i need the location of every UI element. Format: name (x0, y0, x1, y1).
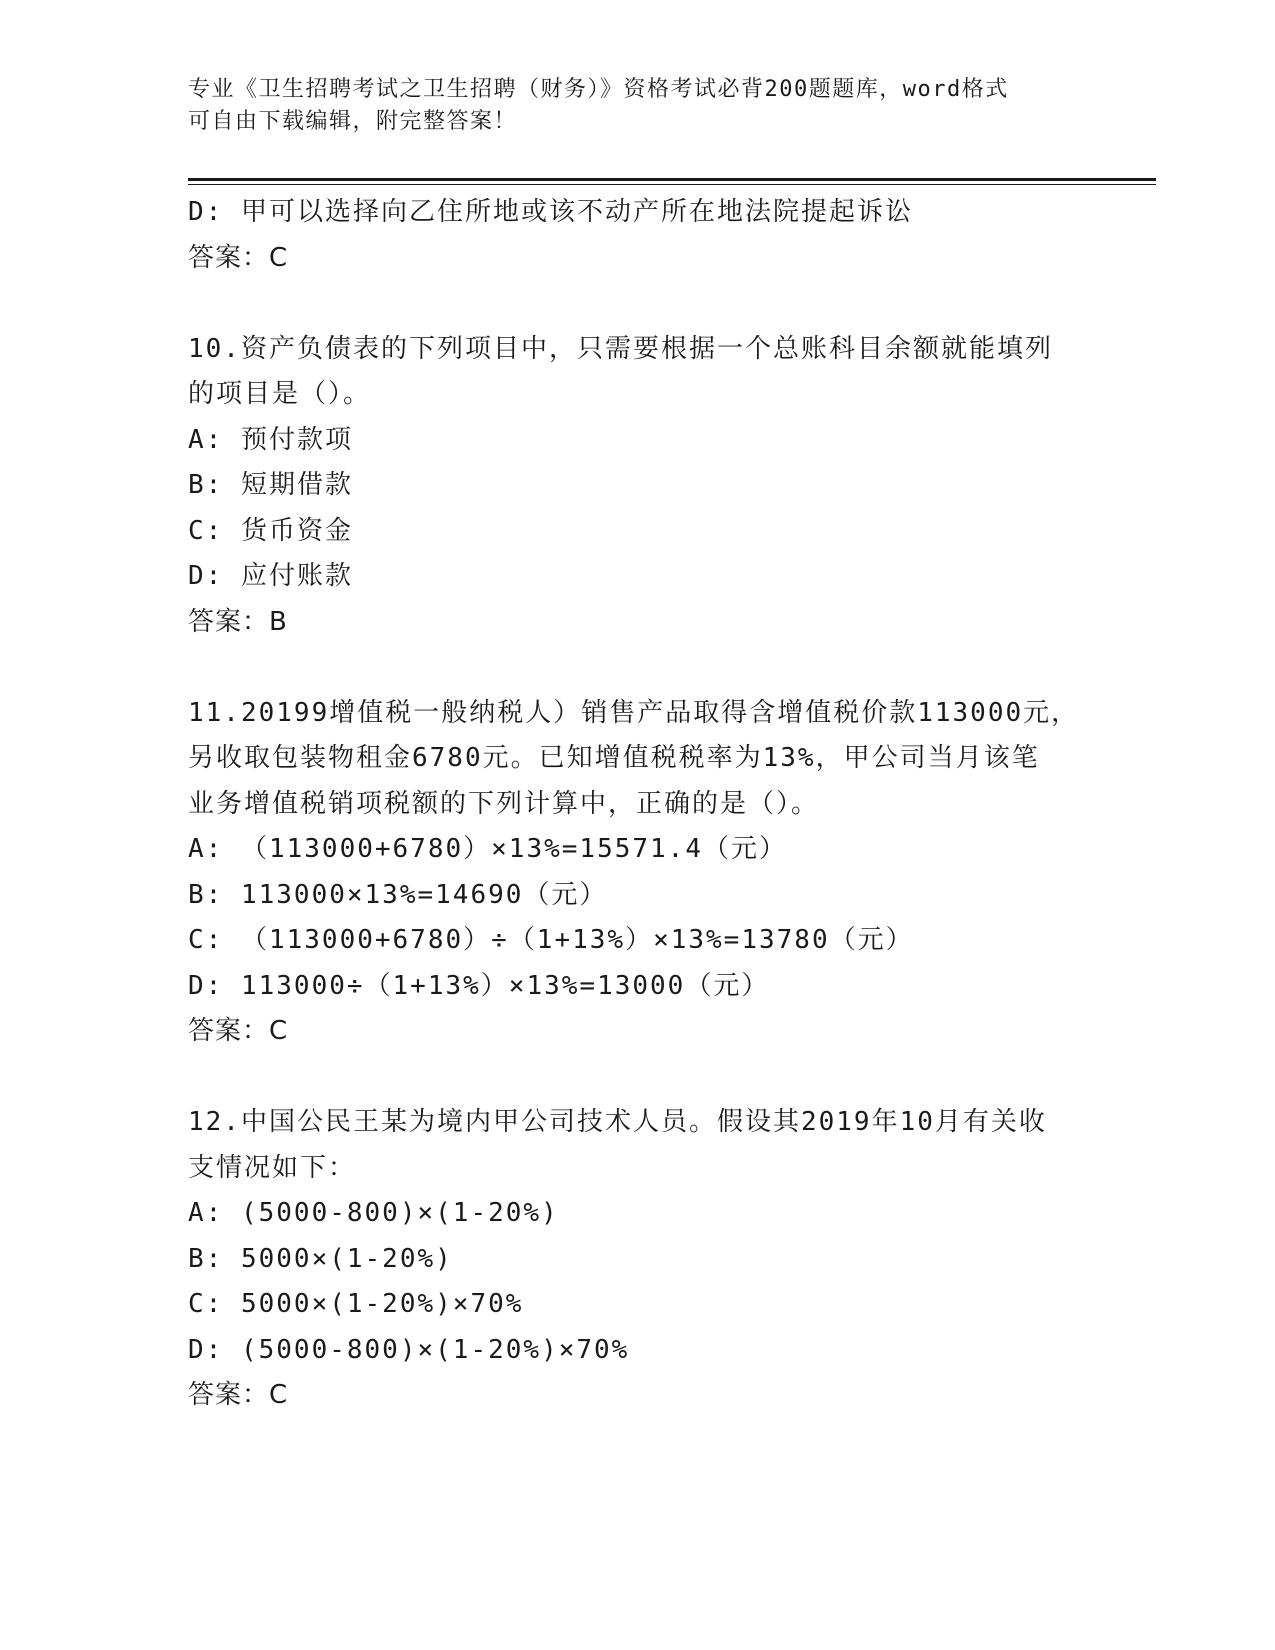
header-line-1: 专业《卫生招聘考试之卫生招聘（财务）》资格考试必背200题题库，word格式 (188, 77, 1009, 102)
option-d: D: 应付账款 (188, 561, 353, 591)
spacer (188, 645, 1088, 691)
option-c: C: 货币资金 (188, 515, 353, 546)
question-list (188, 190, 1088, 1419)
question-stem-line: 业务增值税销项税额的下列计算中，正确的是（）。 (188, 788, 820, 819)
answer: 答案：C (188, 1016, 289, 1046)
spacer (188, 1055, 1088, 1101)
question-11 (188, 691, 1088, 1055)
document-header (188, 74, 1068, 138)
header-divider-thin (188, 184, 1156, 185)
option-c: C: （113000+6780）÷（1+13%）×13%=13780（元） (188, 925, 914, 955)
question-stem-line: 11.20199增值税一般纳税人）销售产品取得含增值税价款113000元， (188, 697, 1080, 728)
question-stem-line: 支情况如下： (188, 1152, 357, 1183)
header-line-2: 可自由下载编辑，附完整答案！ (188, 109, 518, 134)
question-stem-line: 10.资产负债表的下列项目中，只需要根据一个总账科目余额就能填列 (188, 333, 1053, 364)
option-d: D: 113000÷（1+13%）×13%=13000（元） (188, 970, 770, 1001)
spacer (188, 281, 1088, 327)
question-10 (188, 327, 1088, 646)
question-stem-line: 的项目是（）。 (188, 379, 372, 409)
question-stem-line: 12.中国公民王某为境内甲公司技术人员。假设其2019年10月有关收 (188, 1107, 1047, 1137)
option-b: B: 113000×13%=14690（元） (188, 879, 608, 910)
option-a: A: 预付款项 (188, 424, 353, 455)
prev-answer: 答案：C (188, 242, 289, 273)
prev-option-d: D: 甲可以选择向乙住所地或该不动产所在地法院提起诉讼 (188, 197, 913, 227)
option-b: B: 5000×(1-20%) (188, 1243, 453, 1274)
option-a: A: （113000+6780）×13%=15571.4（元） (188, 834, 787, 864)
option-b: B: 短期借款 (188, 470, 353, 500)
question-stem-line: 另收取包装物租金6780元。已知增值税税率为13%，甲公司当月该笔 (188, 743, 1040, 773)
question-12 (188, 1100, 1088, 1419)
option-c: C: 5000×(1-20%)×70% (188, 1289, 524, 1319)
header-divider-thick (188, 178, 1156, 181)
answer: 答案：C (188, 1380, 289, 1410)
option-a: A: (5000-800)×(1-20%) (188, 1198, 559, 1228)
option-d: D: (5000-800)×(1-20%)×70% (188, 1334, 630, 1365)
answer: 答案：B (188, 606, 288, 637)
